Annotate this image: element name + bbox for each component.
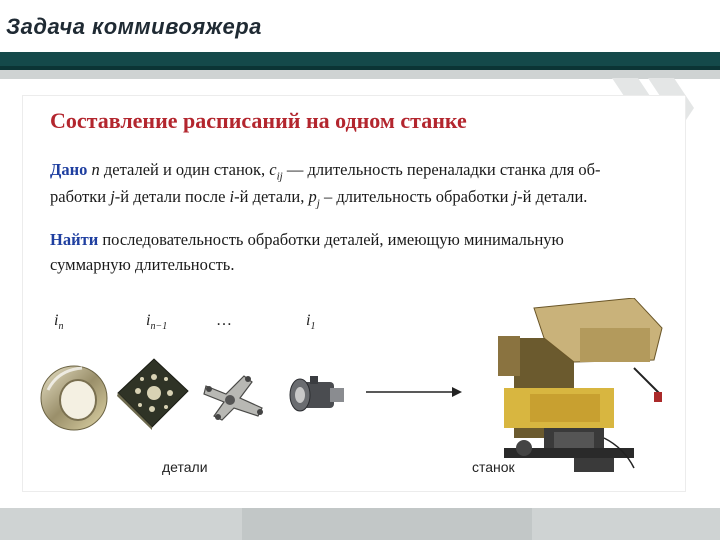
plate-part-icon <box>114 355 192 431</box>
seq-label-i1: $i_1$ <box>306 312 316 333</box>
slide-title: Составление расписаний на одном станке <box>50 108 467 133</box>
header-bar <box>0 52 720 70</box>
parts-caption: детали <box>162 459 208 475</box>
seq-label-in: $i_n$ <box>54 312 64 333</box>
ring-part-icon <box>38 360 110 434</box>
find-keyword: Найти <box>50 230 99 249</box>
bracket-part-icon <box>200 372 270 424</box>
find-line-2: суммарную длительность. <box>50 255 235 274</box>
find-line-1: Найти последовательность обработки деталей, имеющую минимальную <box>50 230 564 249</box>
arrow-icon <box>366 384 462 400</box>
given-keyword: Дано <box>50 160 88 179</box>
footer-bar <box>0 508 720 540</box>
page-title: Задача коммивояжера <box>6 14 262 39</box>
machine-caption: станок <box>472 459 515 475</box>
machine-icon <box>484 298 680 480</box>
given-line-2: работки j-й детали после i-й детали, $p_j$ – длительность обработки j-й детали. <box>50 187 588 210</box>
cylinder-part-icon <box>286 372 346 422</box>
seq-label-in1: $i_{n-1}$ <box>146 312 168 333</box>
seq-ellipsis: … <box>216 312 232 329</box>
given-line-1: Дано n деталей и один станок, $c_{ij}$ — длительность переналадки станка для об- <box>50 160 601 183</box>
